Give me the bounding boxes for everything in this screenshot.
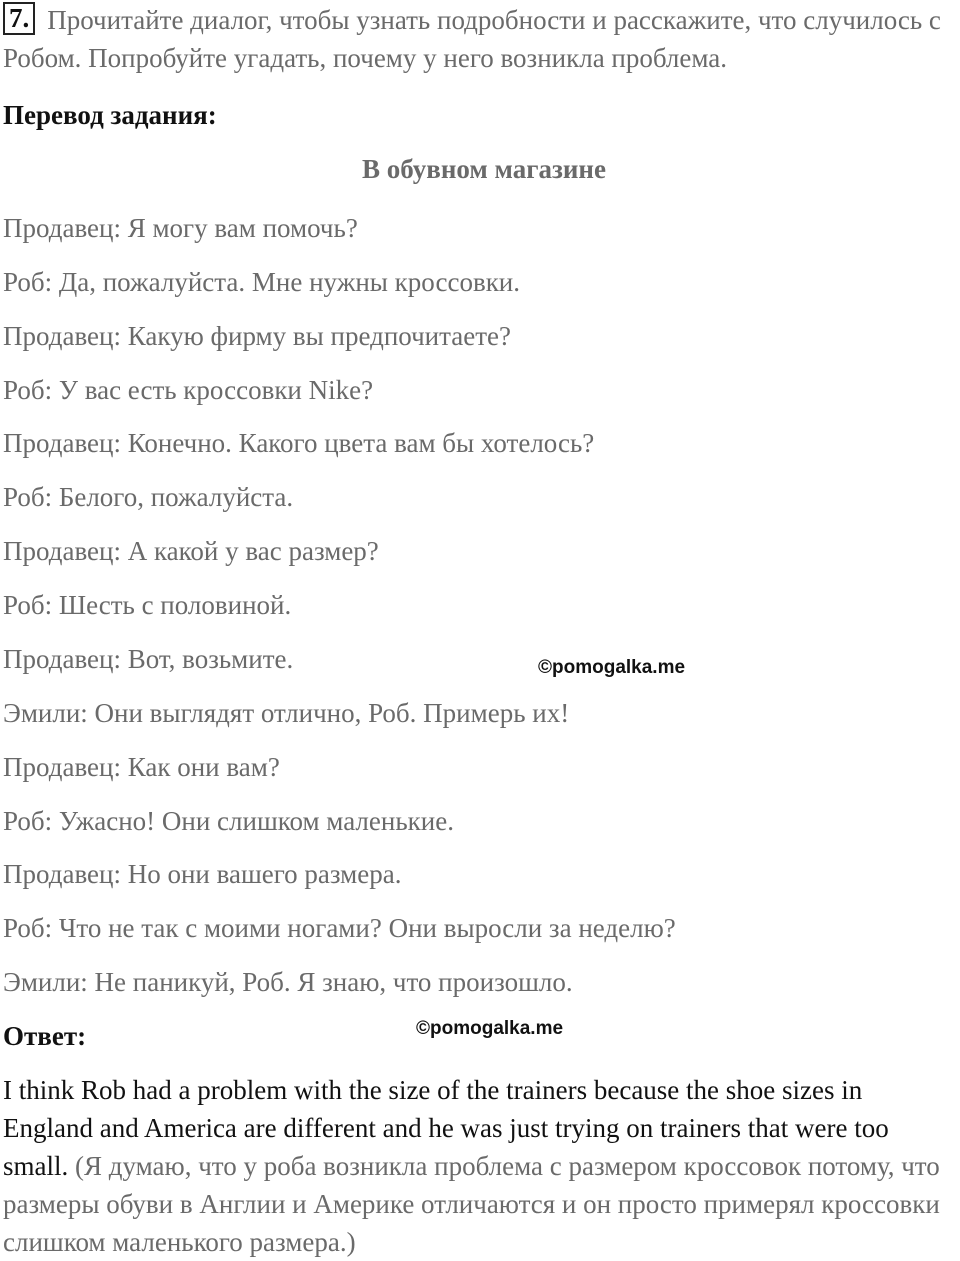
dialog-title: В обувном магазине [362, 154, 606, 184]
answer-heading: Ответ: [3, 1021, 87, 1051]
dialog-line: Роб: Шесть с половиной. [3, 590, 292, 620]
dialog-line: Роб: Что не так с моими ногами? Они выросли за неделю? [3, 913, 676, 943]
answer-english: I think Rob had a problem with the size of the trainers because the shoe sizes in England and America are different and he was just trying on trainers that were too small. [3, 1075, 889, 1181]
task-number: 7. [3, 2, 35, 35]
task-statement [3, 1, 953, 77]
dialog-line: Роб: Ужасно! Они слишком маленькие. [3, 806, 454, 836]
dialog-line: Продавец: Я могу вам помочь? [3, 213, 358, 243]
dialog-line: Роб: Белого, пожалуйста. [3, 482, 294, 512]
dialog-line: Роб: У вас есть кроссовки Nike? [3, 375, 374, 405]
dialog-line: Роб: Да, пожалуйста. Мне нужны кроссовки. [3, 267, 521, 297]
dialog-line: Продавец: Какую фирму вы предпочитаете? [3, 321, 511, 351]
answer-russian: (Я думаю, что у роба возникла проблема с размером кроссовок потому, что размеры обуви в Англии и Америке отличаются и он просто примерял кроссовки слишком маленького размера.) [3, 1151, 940, 1257]
translation-heading: Перевод задания: [3, 100, 217, 130]
watermark: ©pomogalka.me [538, 657, 686, 678]
dialog-line: Продавец: Но они вашего размера. [3, 859, 402, 889]
dialog-line: Продавец: Вот, возьмите. [3, 644, 294, 674]
dialog-line: Эмили: Они выглядят отлично, Роб. Примерь их! [3, 698, 570, 728]
dialog-line: Продавец: А какой у вас размер? [3, 536, 379, 566]
dialog-line: Продавец: Как они вам? [3, 752, 280, 782]
task-text: Прочитайте диалог, чтобы узнать подробности и расскажите, что случилось с Робом. Попробуйте угадать, почему у него возникла проблема. [3, 5, 941, 73]
dialog-line: Продавец: Конечно. Какого цвета вам бы хотелось? [3, 428, 595, 458]
dialog-line: Эмили: Не паникуй, Роб. Я знаю, что произошло. [3, 967, 573, 997]
watermark: ©pomogalka.me [416, 1018, 564, 1039]
answer-text [3, 1071, 958, 1261]
